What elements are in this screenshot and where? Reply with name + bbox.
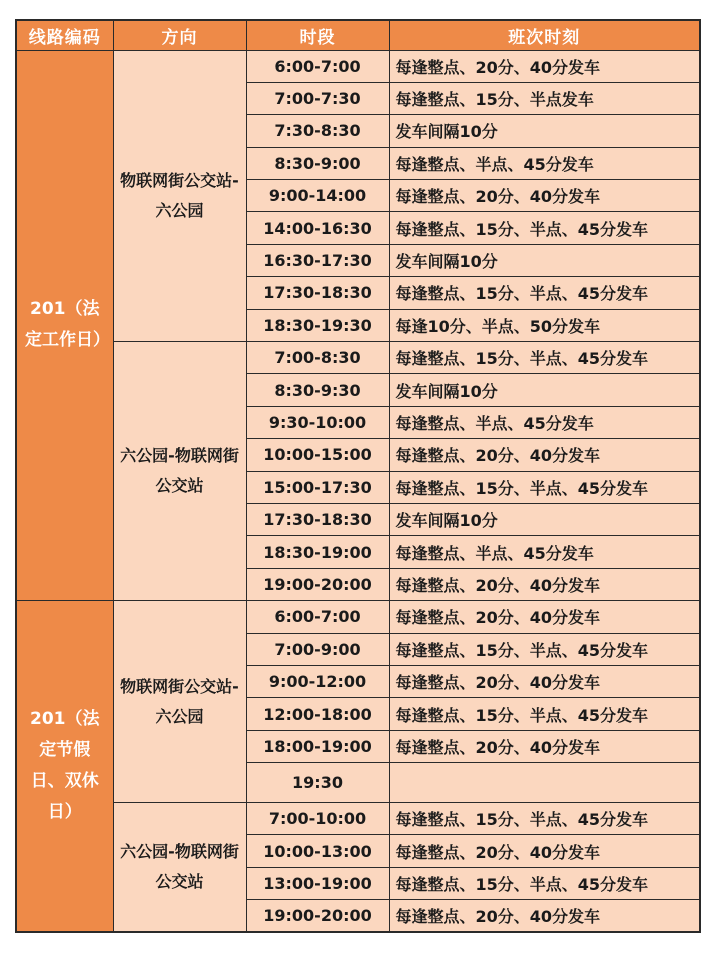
period-cell: 18:30-19:30 (246, 309, 389, 341)
period-cell: 19:30 (246, 763, 389, 803)
line-code-cell: 201（法定节假日、双休日） (16, 601, 113, 933)
period-cell: 9:00-12:00 (246, 665, 389, 697)
schedule-cell: 每逢整点、半点、45分发车 (389, 406, 700, 438)
period-cell: 8:30-9:30 (246, 374, 389, 406)
direction-cell: 六公园-物联网街公交站 (113, 803, 246, 933)
schedule-cell: 发车间隔10分 (389, 374, 700, 406)
schedule-cell: 每逢整点、15分、半点、45分发车 (389, 471, 700, 503)
period-cell: 6:00-7:00 (246, 601, 389, 633)
schedule-cell: 每逢整点、15分、半点、45分发车 (389, 698, 700, 730)
schedule-cell: 每逢整点、半点、45分发车 (389, 147, 700, 179)
period-cell: 9:00-14:00 (246, 180, 389, 212)
schedule-cell: 每逢整点、20分、40分发车 (389, 180, 700, 212)
period-cell: 16:30-17:30 (246, 244, 389, 276)
schedule-cell: 每逢整点、15分、半点、45分发车 (389, 633, 700, 665)
schedule-cell: 每逢整点、20分、40分发车 (389, 900, 700, 932)
period-cell: 10:00-15:00 (246, 439, 389, 471)
period-cell: 8:30-9:00 (246, 147, 389, 179)
header-row (16, 20, 700, 50)
schedule-cell: 每逢整点、15分、半点发车 (389, 82, 700, 114)
period-cell: 19:00-20:00 (246, 568, 389, 600)
period-cell: 9:30-10:00 (246, 406, 389, 438)
period-cell: 13:00-19:00 (246, 867, 389, 899)
schedule-cell: 每逢整点、20分、40分发车 (389, 665, 700, 697)
schedule-body (16, 50, 700, 932)
schedule-cell: 每逢整点、15分、半点、45分发车 (389, 212, 700, 244)
schedule-cell: 每逢整点、20分、40分发车 (389, 439, 700, 471)
period-cell: 14:00-16:30 (246, 212, 389, 244)
direction-cell: 物联网街公交站-六公园 (113, 50, 246, 342)
period-cell: 15:00-17:30 (246, 471, 389, 503)
schedule-cell: 每逢整点、15分、半点、45分发车 (389, 277, 700, 309)
schedule-cell: 每逢整点、20分、40分发车 (389, 730, 700, 762)
table-row (16, 601, 700, 633)
schedule-cell: 每逢整点、半点、45分发车 (389, 536, 700, 568)
period-cell: 19:00-20:00 (246, 900, 389, 932)
header-direction: 方向 (113, 20, 246, 50)
schedule-cell: 每逢10分、半点、50分发车 (389, 309, 700, 341)
schedule-cell: 每逢整点、15分、半点、45分发车 (389, 342, 700, 374)
period-cell: 7:00-10:00 (246, 803, 389, 835)
period-cell: 7:00-9:00 (246, 633, 389, 665)
period-cell: 17:30-18:30 (246, 277, 389, 309)
header-period: 时段 (246, 20, 389, 50)
period-cell: 10:00-13:00 (246, 835, 389, 867)
period-cell: 17:30-18:30 (246, 503, 389, 535)
schedule-cell: 发车间隔10分 (389, 115, 700, 147)
schedule-cell: 每逢整点、20分、40分发车 (389, 568, 700, 600)
period-cell: 7:30-8:30 (246, 115, 389, 147)
schedule-cell: 发车间隔10分 (389, 244, 700, 276)
table-row (16, 50, 700, 82)
direction-cell: 物联网街公交站-六公园 (113, 601, 246, 803)
schedule-cell: 每逢整点、15分、半点、45分发车 (389, 803, 700, 835)
period-cell: 12:00-18:00 (246, 698, 389, 730)
header-line-code: 线路编码 (16, 20, 113, 50)
bus-schedule-table (15, 19, 701, 933)
period-cell: 7:00-8:30 (246, 342, 389, 374)
line-code-cell: 201（法定工作日） (16, 50, 113, 601)
schedule-cell: 发车间隔10分 (389, 503, 700, 535)
period-cell: 18:00-19:00 (246, 730, 389, 762)
table-row (16, 342, 700, 374)
direction-cell: 六公园-物联网街公交站 (113, 342, 246, 601)
period-cell: 7:00-7:30 (246, 82, 389, 114)
schedule-cell (389, 763, 700, 803)
schedule-cell: 每逢整点、15分、半点、45分发车 (389, 867, 700, 899)
schedule-cell: 每逢整点、20分、40分发车 (389, 835, 700, 867)
table-row (16, 803, 700, 835)
header-schedule: 班次时刻 (389, 20, 700, 50)
period-cell: 18:30-19:00 (246, 536, 389, 568)
period-cell: 6:00-7:00 (246, 50, 389, 82)
schedule-cell: 每逢整点、20分、40分发车 (389, 50, 700, 82)
schedule-cell: 每逢整点、20分、40分发车 (389, 601, 700, 633)
